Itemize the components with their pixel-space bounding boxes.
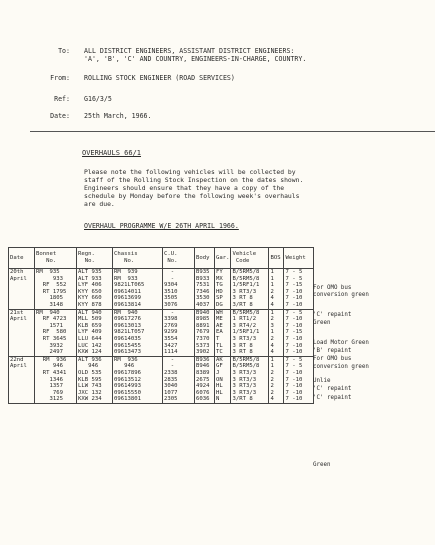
cell-regn: LLW 743 — [77, 383, 113, 390]
to-line2: 'A', 'B', 'C' AND COUNTRY, ENGINEERS-IN-CHARGE, COUNTRY. — [84, 55, 307, 63]
cell-bonnet: 3932 — [35, 343, 77, 350]
cell-bonnet: 1805 — [35, 295, 77, 302]
cell-date — [9, 383, 35, 390]
col-weight-header: Weight — [284, 248, 314, 269]
from-label: From: — [50, 74, 70, 82]
cell-code: 1/5RF1/1 — [231, 329, 269, 336]
cell-gar: HL — [215, 390, 231, 397]
cell-body: 4924 — [195, 383, 215, 390]
cell-date — [9, 282, 35, 289]
remark-5: Load Motor Green — [313, 340, 369, 346]
cell-cu: - — [163, 309, 195, 316]
cell-chassis: 09617896 — [113, 370, 163, 377]
cell-date: April — [9, 316, 35, 323]
cell-weight: 7 -10 — [284, 336, 314, 343]
cell-body: 8389 — [195, 370, 215, 377]
col-bos-header: BOS — [269, 248, 284, 269]
cell-date: 21st — [9, 309, 35, 316]
cell-date: 20th — [9, 269, 35, 276]
table-header-row — [9, 248, 314, 269]
cell-gar: J — [215, 370, 231, 377]
cell-bos: 2 — [269, 336, 284, 343]
cell-weight: 7 -10 — [284, 370, 314, 377]
table-row — [9, 269, 314, 276]
cell-bonnet: 946 — [35, 363, 77, 370]
remark-3: 'C' repaint — [313, 312, 352, 318]
cell-chassis: 9821LT057 — [113, 329, 163, 336]
cell-weight: 7 -10 — [284, 302, 314, 309]
cell-code: B/5RM5/8 — [231, 309, 269, 316]
cell-date — [9, 289, 35, 296]
cell-chassis: 09615550 — [113, 390, 163, 397]
remark-9: Unlie — [313, 378, 331, 384]
cell-chassis: 09613473 — [113, 349, 163, 356]
cell-date — [9, 370, 35, 377]
table-row — [9, 370, 314, 377]
cell-chassis: 09613512 — [113, 377, 163, 384]
col-code-header: Vehicle Code — [231, 248, 269, 269]
cell-cu: 3505 — [163, 295, 195, 302]
cell-body: B935 — [195, 269, 215, 276]
cell-bos: 2 — [269, 316, 284, 323]
from-value: ROLLING STOCK ENGINEER (ROAD SERVICES) — [84, 74, 235, 82]
para-line-4: schedule by Monday before the following week's overhauls — [84, 192, 300, 200]
cell-code: 3 RT3/3 — [231, 377, 269, 384]
cell-code: 3 RT3/3 — [231, 336, 269, 343]
cell-bos: 2 — [269, 383, 284, 390]
cell-code: B/5RM5/8 — [231, 276, 269, 283]
cell-cu: 9299 — [163, 329, 195, 336]
cell-cu: 3040 — [163, 383, 195, 390]
cell-regn: ALT 940 — [77, 309, 113, 316]
table-body — [9, 269, 314, 404]
cell-date — [9, 390, 35, 397]
cell-bonnet: 2497 — [35, 349, 77, 356]
table-row — [9, 356, 314, 363]
col-chassis-header: Chassis No. — [113, 248, 163, 269]
cell-code: B/5RM5/8 — [231, 363, 269, 370]
cell-body: 6036 — [195, 396, 215, 403]
cell-gar: SP — [215, 295, 231, 302]
cell-code: B/5RM5/8 — [231, 356, 269, 363]
cell-bos: 1 — [269, 363, 284, 370]
cell-bos: 4 — [269, 302, 284, 309]
table-row — [9, 377, 314, 384]
table-row — [9, 316, 314, 323]
table-row — [9, 383, 314, 390]
cell-chassis: 09615455 — [113, 343, 163, 350]
cell-regn: KYY 878 — [77, 302, 113, 309]
cell-body: B940 — [195, 309, 215, 316]
cell-cu: 3427 — [163, 343, 195, 350]
cell-regn: LYF 409 — [77, 329, 113, 336]
cell-cu: - — [163, 276, 195, 283]
cell-code: 3 RT 8 — [231, 295, 269, 302]
cell-weight: 7 -10 — [284, 323, 314, 330]
cell-gar: ME — [215, 316, 231, 323]
cell-date — [9, 295, 35, 302]
cell-gar: EA — [215, 329, 231, 336]
cell-weight: 7 -15 — [284, 329, 314, 336]
cell-date — [9, 302, 35, 309]
cell-bonnet: RT 4341 — [35, 370, 77, 377]
cell-bonnet: 1346 — [35, 377, 77, 384]
para-line-2: staff of the Rolling Stock Inspection on the dates shown. — [84, 176, 304, 184]
memo-title: OVERHAULS 66/1 — [82, 149, 142, 157]
cell-bos: 4 — [269, 396, 284, 403]
cell-regn: OLD 535 — [77, 370, 113, 377]
cell-code: 3/RT 8 — [231, 396, 269, 403]
cell-gar: N — [215, 396, 231, 403]
cell-cu: 9304 — [163, 282, 195, 289]
cell-body: B936 — [195, 356, 215, 363]
cell-code: 1/5RF1/1 — [231, 282, 269, 289]
cell-regn: ALT 935 — [77, 269, 113, 276]
cell-body: 7679 — [195, 329, 215, 336]
cell-date: April — [9, 276, 35, 283]
cell-bos: 2 — [269, 370, 284, 377]
remark-8: conversion green — [313, 364, 369, 370]
cell-gar: GF — [215, 363, 231, 370]
cell-bonnet: RM 936 — [35, 356, 77, 363]
table-row — [9, 349, 314, 356]
cell-gar: MX — [215, 276, 231, 283]
cell-date — [9, 329, 35, 336]
cell-code: B/5RM5/8 — [231, 269, 269, 276]
cell-regn: KYY 660 — [77, 295, 113, 302]
cell-chassis: RM 940 — [113, 309, 163, 316]
cell-chassis: 09613801 — [113, 396, 163, 403]
cell-body: 3530 — [195, 295, 215, 302]
cell-body: 7370 — [195, 336, 215, 343]
col-cu-header: C.U. No. — [163, 248, 195, 269]
cell-bos: 1 — [269, 356, 284, 363]
remark-10: 'C' repaint — [313, 386, 352, 392]
cell-weight: 7 -10 — [284, 349, 314, 356]
cell-gar: HL — [215, 383, 231, 390]
cell-bonnet: RM 940 — [35, 309, 77, 316]
cell-weight: 7 -10 — [284, 396, 314, 403]
cell-gar: WH — [215, 309, 231, 316]
cell-bos: 2 — [269, 289, 284, 296]
cell-bos: 2 — [269, 377, 284, 384]
cell-date — [9, 349, 35, 356]
cell-cu: - — [163, 363, 195, 370]
cell-bos: 3 — [269, 323, 284, 330]
para-line-1: Please note the following vehicles will be collected by — [84, 168, 296, 176]
cell-regn: KXW 234 — [77, 396, 113, 403]
cell-regn: ALT 933 — [77, 276, 113, 283]
cell-bonnet: 1357 — [35, 383, 77, 390]
cell-cu: 2835 — [163, 377, 195, 384]
cell-regn: KLB 659 — [77, 323, 113, 330]
cell-regn: LUC 142 — [77, 343, 113, 350]
cell-body: 7346 — [195, 289, 215, 296]
cell-chassis: RM 936 — [113, 356, 163, 363]
cell-chassis: 09613013 — [113, 323, 163, 330]
table-row — [9, 323, 314, 330]
table-row — [9, 302, 314, 309]
cell-bos: 1 — [269, 329, 284, 336]
cell-body: 8985 — [195, 316, 215, 323]
cell-code: 3 RT3/3 — [231, 289, 269, 296]
cell-regn: KYY 650 — [77, 289, 113, 296]
cell-weight: 7 -10 — [284, 289, 314, 296]
cell-regn: LYF 406 — [77, 282, 113, 289]
cell-gar: T — [215, 336, 231, 343]
remark-12: Green — [313, 462, 331, 468]
cell-regn: JXC 132 — [77, 390, 113, 397]
cell-chassis: RM 933 — [113, 276, 163, 283]
cell-chassis: RM 939 — [113, 269, 163, 276]
cell-body: 3902 — [195, 349, 215, 356]
cell-bos: 1 — [269, 309, 284, 316]
cell-bonnet: RT 1795 — [35, 289, 77, 296]
header-divider — [30, 131, 435, 132]
cell-body: 6076 — [195, 390, 215, 397]
col-gar-header: Gar. — [215, 248, 231, 269]
cell-regn: 946 — [77, 363, 113, 370]
cell-weight: 7 - 5 — [284, 363, 314, 370]
cell-body: 4037 — [195, 302, 215, 309]
col-body-header: Body — [195, 248, 215, 269]
cell-chassis: 09614011 — [113, 289, 163, 296]
date-value: 25th March, 1966. — [84, 112, 152, 120]
cell-weight: 7 -10 — [284, 377, 314, 384]
ref-label: Ref: — [54, 95, 70, 103]
cell-gar: AE — [215, 323, 231, 330]
cell-bonnet: 769 — [35, 390, 77, 397]
table-row — [9, 276, 314, 283]
remark-6: 'B' repaint — [313, 348, 352, 354]
cell-gar: AK — [215, 356, 231, 363]
cell-bos: 1 — [269, 269, 284, 276]
cell-bos: 4 — [269, 295, 284, 302]
cell-code: 3 RT3/3 — [231, 390, 269, 397]
cell-cu: 2338 — [163, 370, 195, 377]
cell-weight: 7 -10 — [284, 383, 314, 390]
remark-2: conversion green — [313, 292, 369, 298]
ref-value: G16/3/5 — [84, 95, 112, 103]
cell-date — [9, 343, 35, 350]
col-regn-header: Regn. No. — [77, 248, 113, 269]
cell-bonnet: RF 4723 — [35, 316, 77, 323]
cell-cu: - — [163, 356, 195, 363]
to-line1: ALL DISTRICT ENGINEERS, ASSISTANT DISTRICT ENGINEERS: — [84, 47, 295, 55]
cell-chassis: 09614035 — [113, 336, 163, 343]
cell-bonnet: 933 — [35, 276, 77, 283]
cell-chassis: 09613699 — [113, 295, 163, 302]
date-label: Date: — [50, 112, 70, 120]
cell-body: 5373 — [195, 343, 215, 350]
to-label: To: — [58, 47, 70, 55]
cell-weight: 7 -10 — [284, 316, 314, 323]
cell-regn: ALT 936 — [77, 356, 113, 363]
overhaul-schedule-table — [8, 247, 314, 404]
cell-code: 1 RT1/2 — [231, 316, 269, 323]
cell-weight: 7 -10 — [284, 343, 314, 350]
cell-cu: - — [163, 269, 195, 276]
cell-cu: 2305 — [163, 396, 195, 403]
cell-bonnet: RF 580 — [35, 329, 77, 336]
table-row — [9, 336, 314, 343]
cell-code: 3 RT3/3 — [231, 383, 269, 390]
table-row — [9, 282, 314, 289]
cell-bonnet: 3148 — [35, 302, 77, 309]
cell-bonnet: RM 935 — [35, 269, 77, 276]
cell-weight: 7 -10 — [284, 390, 314, 397]
cell-gar: DG — [215, 302, 231, 309]
cell-bos: 1 — [269, 276, 284, 283]
cell-code: 3 RT 8 — [231, 349, 269, 356]
cell-chassis: 09614993 — [113, 383, 163, 390]
cell-weight: 7 - 5 — [284, 356, 314, 363]
cell-chassis: 09613814 — [113, 302, 163, 309]
cell-body: 2675 — [195, 377, 215, 384]
table-row — [9, 363, 314, 370]
cell-bos: 4 — [269, 343, 284, 350]
programme-title: OVERHAUL PROGRAMME W/E 26TH APRIL 1966. — [84, 222, 239, 230]
para-line-5: are due. — [84, 200, 115, 208]
cell-cu: 3510 — [163, 289, 195, 296]
cell-code: 3/RT 8 — [231, 302, 269, 309]
cell-bonnet: 3125 — [35, 396, 77, 403]
cell-gar: TL — [215, 343, 231, 350]
cell-weight: 7 -10 — [284, 295, 314, 302]
cell-regn: KXW 124 — [77, 349, 113, 356]
col-bonnet-header: Bonnet No. — [35, 248, 77, 269]
cell-regn: KLB 595 — [77, 377, 113, 384]
cell-date — [9, 336, 35, 343]
cell-weight: 7 - 5 — [284, 269, 314, 276]
cell-gar: TG — [215, 282, 231, 289]
cell-bonnet: RT 3645 — [35, 336, 77, 343]
cell-bonnet: RF 552 — [35, 282, 77, 289]
cell-weight: 7 - 5 — [284, 276, 314, 283]
cell-body: B946 — [195, 363, 215, 370]
table-row — [9, 390, 314, 397]
cell-cu: 3398 — [163, 316, 195, 323]
col-date-header: Date — [9, 248, 35, 269]
cell-bonnet: 1571 — [35, 323, 77, 330]
cell-regn: LLU 644 — [77, 336, 113, 343]
cell-chassis: 946 — [113, 363, 163, 370]
table-row — [9, 329, 314, 336]
cell-date: April — [9, 363, 35, 370]
cell-code: 3 RT4/2 — [231, 323, 269, 330]
table-row — [9, 396, 314, 403]
remark-11: 'C' repaint — [313, 395, 352, 401]
cell-body: B933 — [195, 276, 215, 283]
cell-body: 8891 — [195, 323, 215, 330]
cell-date — [9, 377, 35, 384]
para-line-3: Engineers should ensure that they have a copy of the — [84, 184, 285, 192]
cell-bos: 4 — [269, 349, 284, 356]
cell-chassis: 9821LT065 — [113, 282, 163, 289]
cell-code: 3 RT 8 — [231, 343, 269, 350]
remark-7: For OMO bus — [313, 356, 352, 362]
cell-cu: 3076 — [163, 302, 195, 309]
cell-cu: 3554 — [163, 336, 195, 343]
table-row — [9, 289, 314, 296]
cell-date — [9, 396, 35, 403]
cell-chassis: 09617276 — [113, 316, 163, 323]
cell-bos: 1 — [269, 282, 284, 289]
cell-regn: MLL 509 — [77, 316, 113, 323]
table-row — [9, 343, 314, 350]
table-row — [9, 295, 314, 302]
table-row — [9, 309, 314, 316]
remark-4: Green — [313, 320, 331, 326]
cell-gar: ON — [215, 377, 231, 384]
cell-gar: FY — [215, 269, 231, 276]
cell-bos: 2 — [269, 390, 284, 397]
cell-cu: 1077 — [163, 390, 195, 397]
cell-cu: 2769 — [163, 323, 195, 330]
cell-body: 7531 — [195, 282, 215, 289]
cell-weight: 7 - 5 — [284, 309, 314, 316]
cell-gar: HD — [215, 289, 231, 296]
cell-cu: 1114 — [163, 349, 195, 356]
cell-date — [9, 323, 35, 330]
remark-1: For OMO bus — [313, 285, 352, 291]
cell-gar: TC — [215, 349, 231, 356]
cell-date: 22nd — [9, 356, 35, 363]
cell-weight: 7 -15 — [284, 282, 314, 289]
cell-code: 3 RT3/3 — [231, 370, 269, 377]
